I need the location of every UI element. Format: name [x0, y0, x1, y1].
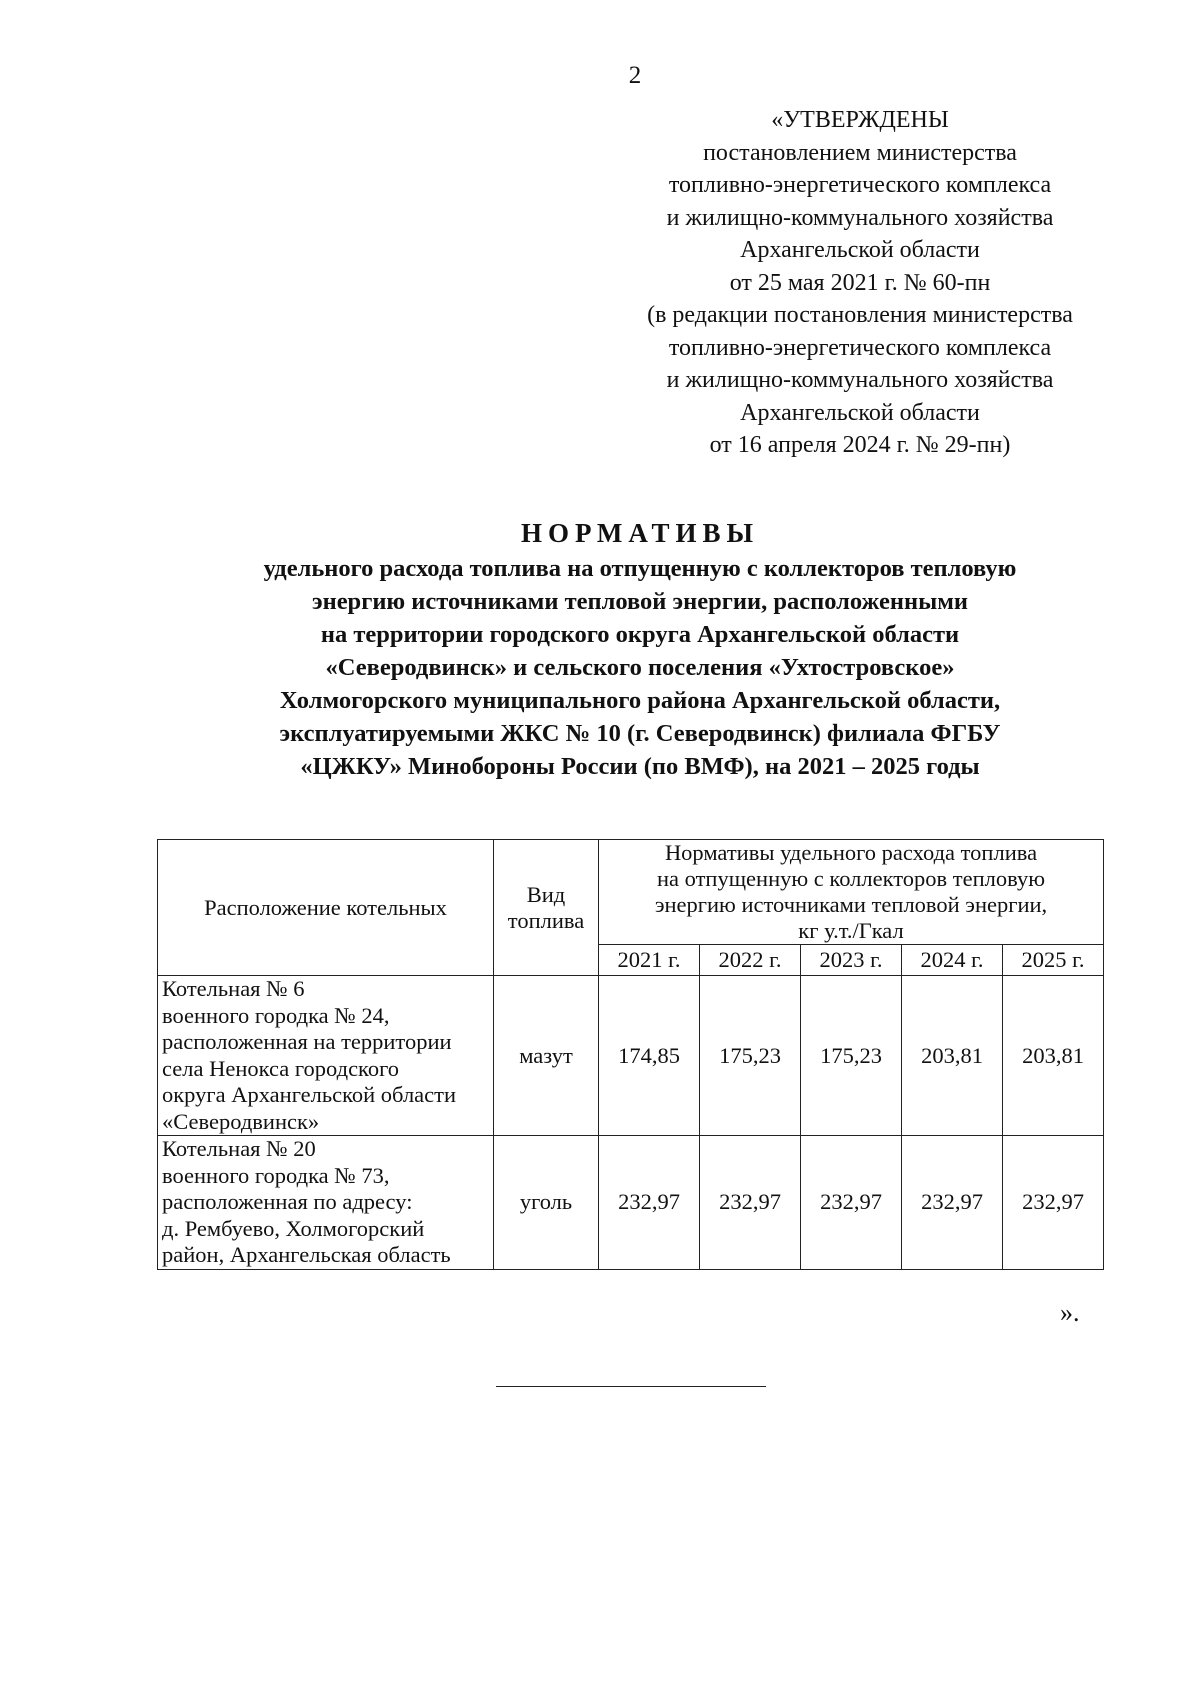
cell-value: 175,23	[801, 976, 902, 1136]
cell-value: 232,97	[902, 1136, 1003, 1270]
cell-value: 232,97	[599, 1136, 700, 1270]
location-line: округа Архангельской области	[162, 1082, 457, 1107]
header-fuel	[494, 840, 599, 976]
subtitle-line: «ЦЖКУ» Минобороны России (по ВМФ), на 2021 – 2025 годы	[300, 753, 980, 780]
location-line: район, Архангельская область	[162, 1242, 451, 1267]
subtitle-line: удельного расхода топлива на отпущенную с коллекторов тепловую	[263, 555, 1017, 582]
table-row	[158, 1136, 1104, 1270]
cell-value: 203,81	[1003, 976, 1104, 1136]
cell-location	[158, 976, 494, 1136]
header-year: 2022 г.	[700, 945, 801, 976]
cell-value: 174,85	[599, 976, 700, 1136]
cell-fuel: уголь	[494, 1136, 599, 1270]
cell-value: 203,81	[902, 976, 1003, 1136]
location-line: военного городка № 73,	[162, 1162, 390, 1188]
norms-table	[157, 839, 1104, 1270]
approval-line: постановлением министерства	[703, 139, 1017, 166]
header-year: 2021 г.	[599, 945, 700, 976]
cell-value: 232,97	[801, 1136, 902, 1270]
cell-value: 232,97	[1003, 1136, 1104, 1270]
header-norm-line: кг у.т./Гкал	[798, 918, 904, 943]
approval-line: Архангельской области	[740, 237, 980, 263]
approval-line: «УТВЕРЖДЕНЫ	[771, 107, 949, 133]
approval-line: и жилищно-коммунального хозяйства	[666, 204, 1054, 231]
header-fuel-line: Вид	[526, 881, 566, 907]
location-line: села Ненокса городского	[162, 1055, 400, 1081]
table-header-row	[158, 840, 1104, 945]
approval-line: и жилищно-коммунального хозяйства	[666, 367, 1054, 393]
document-title: НОРМАТИВЫ	[520, 518, 760, 548]
subtitle-line: Холмогорского муниципального района Архангельской области,	[279, 687, 1001, 714]
cell-location	[158, 1136, 494, 1270]
approval-line: от 25 мая 2021 г. № 60-пн	[729, 269, 991, 296]
closing-quote: ».	[1060, 1298, 1080, 1327]
location-line: Котельная № 20	[162, 1136, 316, 1161]
approval-block	[590, 104, 1130, 462]
approval-line: Архангельской области	[740, 399, 980, 426]
location-line: Котельная № 6	[162, 976, 305, 1001]
header-year: 2024 г.	[902, 945, 1003, 976]
location-line: военного городка № 24,	[162, 1002, 390, 1028]
approval-line: топливно-энергетического комплекса	[668, 172, 1052, 198]
cell-value: 175,23	[700, 976, 801, 1136]
approval-line: топливно-энергетического комплекса	[668, 334, 1052, 361]
subtitle-line: «Северодвинск» и сельского поселения «Ухтостровское»	[325, 654, 955, 681]
header-norm-line: на отпущенную с коллекторов тепловую	[656, 866, 1046, 891]
header-year: 2023 г.	[801, 945, 902, 976]
footer-divider	[496, 1386, 766, 1387]
header-norm-line: энергию источниками тепловой энергии,	[654, 892, 1048, 917]
location-line: д. Рембуево, Холмогорский	[162, 1215, 425, 1241]
location-line: «Северодвинск»	[162, 1108, 320, 1134]
header-norms	[599, 840, 1104, 945]
approval-line: (в редакции постановления министерства	[647, 302, 1073, 328]
approval-line: от 16 апреля 2024 г. № 29-пн)	[709, 432, 1011, 458]
cell-fuel: мазут	[494, 976, 599, 1136]
document-subtitle	[140, 552, 1140, 783]
location-line: расположенная по адресу:	[162, 1189, 413, 1214]
header-location: Расположение котельных	[158, 840, 494, 976]
header-fuel-line: топлива	[507, 907, 585, 933]
header-norm-line: Нормативы удельного расхода топлива	[664, 840, 1038, 865]
cell-value: 232,97	[700, 1136, 801, 1270]
subtitle-line: на территории городского округа Архангельской области	[320, 621, 960, 648]
subtitle-line: эксплуатируемыми ЖКС № 10 (г. Северодвинск) филиала ФГБУ	[279, 720, 1001, 747]
header-year: 2025 г.	[1003, 945, 1104, 976]
subtitle-line: энергию источниками тепловой энергии, расположенными	[311, 588, 969, 615]
page-number: 2	[628, 62, 642, 89]
table-row	[158, 976, 1104, 1136]
location-line: расположенная на территории	[162, 1029, 452, 1054]
